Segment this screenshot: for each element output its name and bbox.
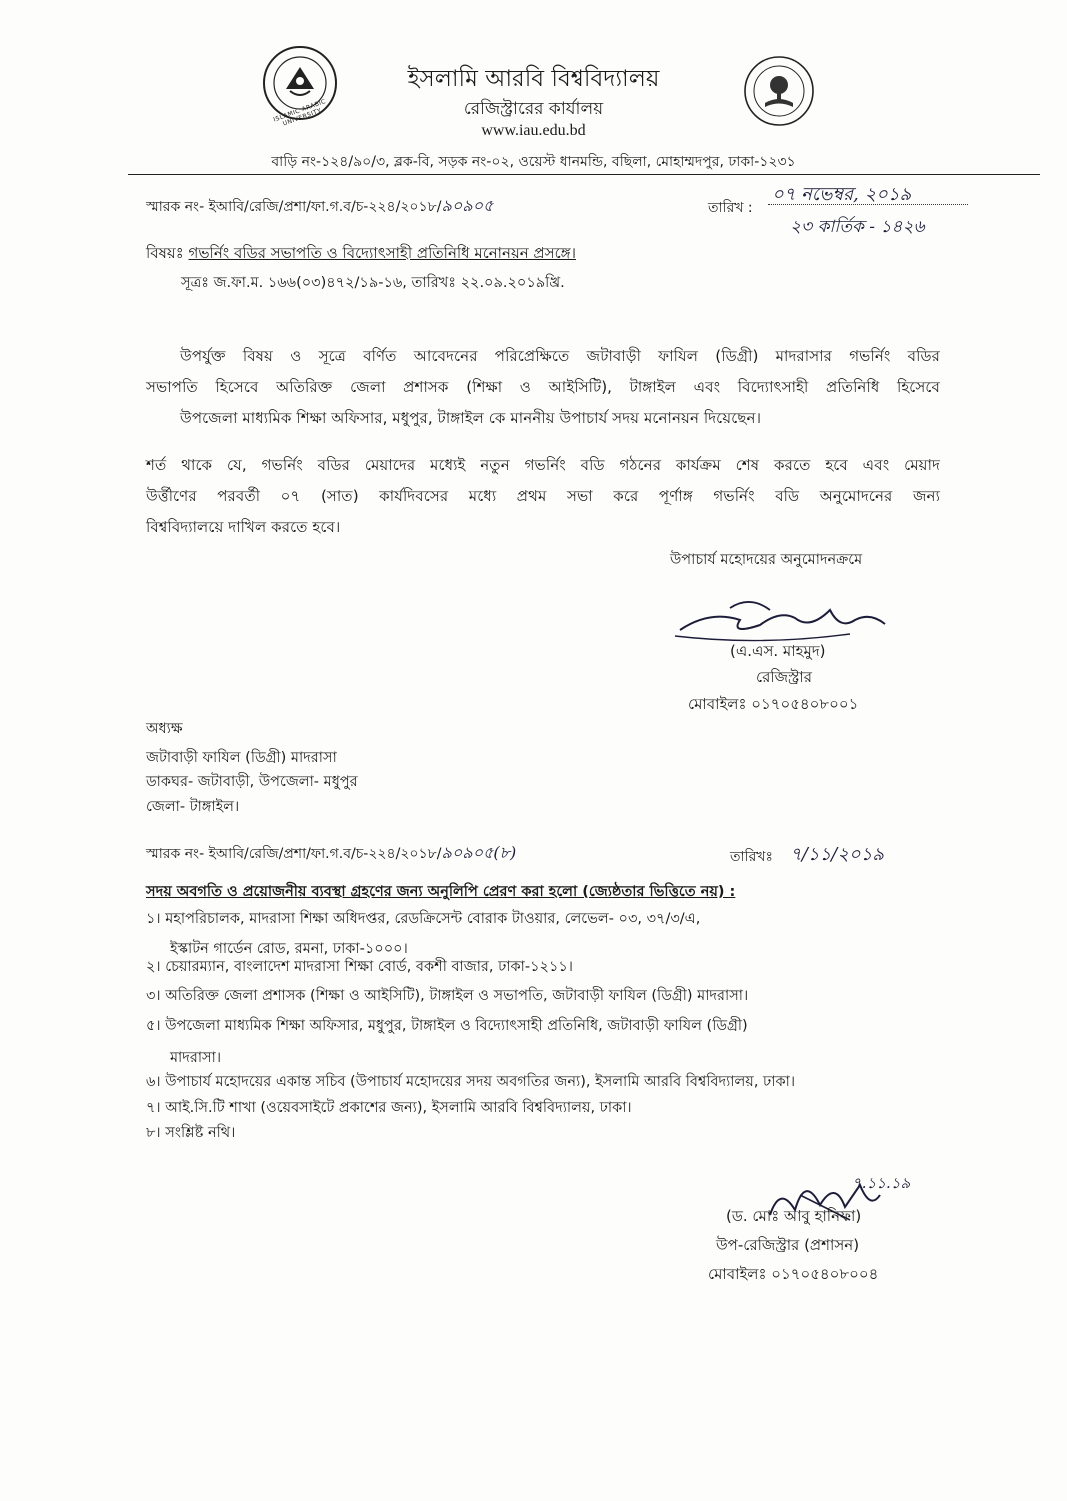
approval-note: উপাচার্য মহোদয়ের অনুমোদনক্রমে [670, 552, 863, 568]
memo2-ref-prefix: স্মারক নং- ইআবি/রেজি/প্রশা/ফা.গ.ব/চ-২২৪/২০১৮/ [146, 846, 442, 862]
recipient-line-1: অধ্যক্ষ [146, 721, 183, 737]
memo2-reference [146, 840, 516, 867]
recipient-line-4: জেলা- টাঙ্গাইল। [146, 799, 240, 815]
deputy-registrar-name: (ড. মোঃ আবু হানিফা) [726, 1207, 862, 1225]
cc-heading: সদয় অবগতি ও প্রয়োজনীয় ব্যবস্থা গ্রহণের জন্য অনুলিপি প্রেরণ করা হলো (জ্যেষ্ঠতার ভিত্তিতে নয়) : [146, 884, 736, 900]
memo2-date-label: তারিখঃ [730, 849, 773, 865]
memo2-date: ৭/১১/২০১৯ [790, 844, 884, 865]
cc-item-7: ৭। আই.সি.টি শাখা (ওয়েবসাইটে প্রকাশের জন্য), ইসলামি আরবি বিশ্ববিদ্যালয়, ঢাকা। [146, 1100, 632, 1116]
cc-item-1: ১। মহাপরিচালক, মাদরাসা শিক্ষা অধিদপ্তর, রেডক্রিসেন্ট বোরাক টাওয়ার, লেভেল- ০৩, ৩৭/৩/এ, ইস্কাটন গার্ডেন রোড, রমনা, ঢাকা-১০০০। [146, 911, 701, 957]
memo-ref-number: ৯০৯০৫ [441, 196, 494, 215]
recipient-line-2: জটাবাড়ী ফাযিল (ডিগ্রী) মাদরাসা [146, 750, 337, 766]
deputy-registrar-title: উপ-রেজিস্ট্রার (প্রশাসন) [716, 1236, 860, 1254]
logo-text: ISLAMIC ARABIC UNIVERSITY [272, 97, 328, 128]
university-name: ইসলামি আরবি বিশ্ববিদ্যালয় [407, 66, 660, 92]
body-paragraph-1: উপর্যুক্ত বিষয় ও সূত্রে বর্ণিত আবেদনের পরিপ্রেক্ষিতে জটাবাড়ী ফাযিল (ডিগ্রী) মাদরাসার গভর্নিং বডির সভাপতি হিসেবে অতিরিক্ত জেলা প্রশাসক (শিক্ষা ও আইসিটি), টাঙ্গাইল এবং বিদ্যোৎসাহী প্রতিনিধি হিসেবে উপজেলা মাধ্যমিক শিক্ষা অফিসার, মধুপুর, টাঙ্গাইল কে মাননীয় উপাচার্য সদয় মনোনয়ন দিয়েছেন। [146, 347, 940, 427]
deputy-signature-date: ৭.১১.১৯ [852, 1174, 911, 1192]
memo-reference [146, 193, 493, 220]
header-divider [128, 174, 1040, 175]
date-underline [768, 204, 968, 205]
office-name: রেজিস্ট্রারের কার্যালয় [463, 99, 604, 119]
website-link[interactable]: www.iau.edu.bd [481, 122, 586, 139]
subject-line [146, 242, 576, 267]
registrar-mobile: মোবাইলঃ ০১৭০৫৪০৮০০১ [688, 695, 859, 713]
deputy-registrar-mobile: মোবাইলঃ ০১৭০৫৪০৮০০৪ [708, 1265, 879, 1283]
memo-date-bangla: ২৩ কার্তিক - ১৪২৬ [790, 217, 925, 237]
address-line: বাড়ি নং-১২৪/৯০/৩, ব্লক-বি, সড়ক নং-০২, ওয়েস্ট ধানমন্ডি, বছিলা, মোহাম্মদপুর, ঢাকা-১২৩১ [271, 154, 796, 170]
subject-label: বিষয়ঃ [146, 244, 184, 262]
body-paragraph-2: শর্ত থাকে যে, গভর্নিং বডির মেয়াদের মধ্যেই নতুন গভর্নিং বডি গঠনের কার্যক্রম শেষ করতে হবে এবং মেয়াদ উর্ত্তীণের পরবর্তী ০৭ (সাত) কার্যদিবসের মধ্যে প্রথম সভা করে পূর্ণাঙ্গ গভর্নিং বডি অনুমোদনের জন্য বিশ্ববিদ্যালয়ে দাখিল করতে হবে। [146, 456, 940, 536]
memo-date-label: তারিখ : [708, 200, 753, 216]
subject-text: গভর্নিং বডির সভাপতি ও বিদ্যোৎসাহী প্রতিনিধি মনোনয়ন প্রসঙ্গে। [188, 244, 576, 262]
cc-item-2: ২। চেয়ারম্যান, বাংলাদেশ মাদরাসা শিক্ষা বোর্ড, বকশী বাজার, ঢাকা-১২১১। [146, 959, 573, 975]
memo2-ref-number: ৯০৯০৫(৮) [441, 843, 517, 862]
cc-item-8: ৮। সংশ্লিষ্ট নথি। [146, 1125, 236, 1141]
registrar-name: (এ.এস. মাহমুদ) [730, 642, 826, 660]
recipient-line-3: ডাকঘর- জটাবাড়ী, উপজেলা- মধুপুর [146, 774, 358, 790]
memo-date-gregorian: ০৭ নভেম্বর, ২০১৯ [772, 184, 912, 205]
memo-ref-prefix: স্মারক নং- ইআবি/রেজি/প্রশা/ফা.গ.ব/চ-২২৪/২০১৮/ [146, 199, 442, 215]
registrar-title: রেজিস্ট্রার [756, 668, 813, 686]
cc-item-5: ৫। উপজেলা মাধ্যমিক শিক্ষা অফিসার, মধুপুর, টাঙ্গাইল ও বিদ্যোৎসাহী প্রতিনিধি, জটাবাড়ী ফাযিল (ডিগ্রী) মাদরাসা। [146, 1018, 748, 1066]
cc-item-3: ৩। অতিরিক্ত জেলা প্রশাসক (শিক্ষা ও আইসিটি), টাঙ্গাইল ও সভাপতি, জটাবাড়ী ফাযিল (ডিগ্রী) মাদরাসা। [146, 988, 749, 1004]
cc-item-6: ৬। উপাচার্য মহোদয়ের একান্ত সচিব (উপাচার্য মহোদয়ের সদয় অবগতির জন্য), ইসলামি আরবি বিশ্ববিদ্যালয়, ঢাকা। [146, 1074, 796, 1090]
reference-sutra: সূত্রঃ জ.ফা.ম. ১৬৬(০৩)৪৭২/১৯-১৬, তারিখঃ ২২.০৯.২০১৯খ্রি. [181, 275, 565, 291]
